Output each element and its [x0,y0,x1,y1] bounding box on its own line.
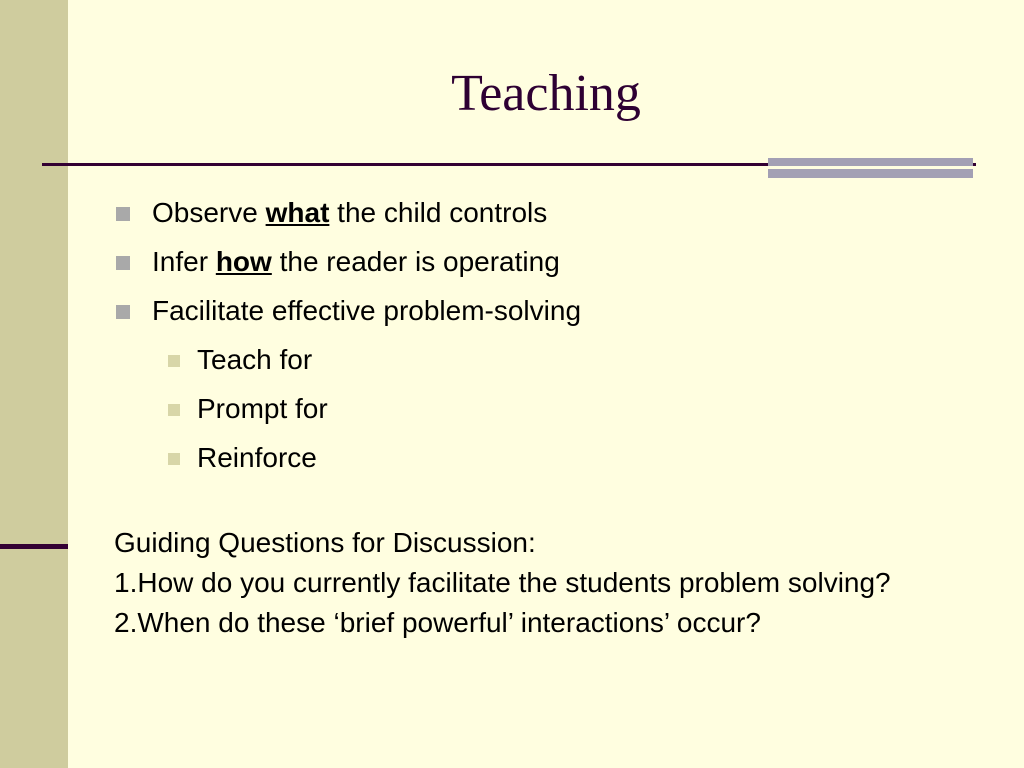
square-bullet-icon [116,207,130,221]
sub-bullet-text: Teach for [197,344,313,375]
title-bar-stripe [768,166,973,169]
left-accent-line [0,544,68,549]
square-sub-bullet-icon [168,355,180,367]
sub-bullet-item [115,433,581,482]
bullet-text-before: Observe [152,197,266,228]
bullet-item-infer [115,237,581,286]
discussion-question: 1.How do you currently facilitate the students problem solving? [114,567,891,598]
left-decorative-band [0,0,68,768]
bullet-list [115,188,581,482]
discussion-question: 2.When do these ‘brief powerful’ interactions’ occur? [114,607,761,638]
square-sub-bullet-icon [168,404,180,416]
sub-bullet-item [115,335,581,384]
bullet-keyword-how: how [215,246,272,277]
square-bullet-icon [116,305,130,319]
bullet-text-after: the reader is operating [271,246,560,277]
discussion-heading: Guiding Questions for Discussion: [114,527,536,558]
discussion-block [114,523,994,643]
sub-bullet-text: Prompt for [197,393,328,424]
bullet-keyword-what: what [265,197,330,228]
square-sub-bullet-icon [168,453,180,465]
bullet-item-observe [115,188,581,237]
sub-bullet-text: Reinforce [197,442,317,473]
square-bullet-icon [116,256,130,270]
bullet-item-facilitate [115,286,581,335]
bullet-text: Facilitate effective problem-solving [152,295,582,326]
slide-title: Teaching [451,65,641,122]
title-decorative-bar [768,158,973,178]
sub-bullet-item [115,384,581,433]
bullet-text-after: the child controls [329,197,548,228]
bullet-text-before: Infer [152,246,216,277]
